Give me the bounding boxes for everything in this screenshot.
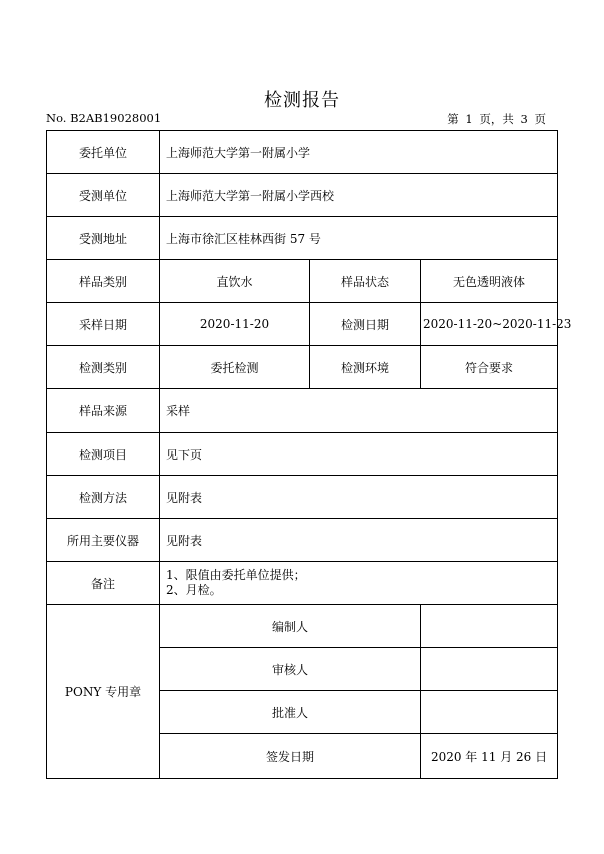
compiler-signature: [421, 605, 558, 648]
sample-state-label: 样品状态: [310, 260, 421, 303]
row-test-type: [47, 346, 558, 389]
client-value: 上海师范大学第一附属小学: [160, 131, 558, 174]
reviewer-label: 审核人: [160, 648, 421, 691]
row-compiler: [47, 605, 558, 648]
test-date-label: 检测日期: [310, 303, 421, 346]
test-items-label: 检测项目: [47, 433, 160, 476]
test-date-value: 2020-11-20~2020-11-23: [421, 303, 558, 346]
issue-date-label: 签发日期: [160, 734, 421, 779]
compiler-label: 编制人: [160, 605, 421, 648]
test-environment-value: 符合要求: [421, 346, 558, 389]
sample-type-label: 样品类别: [47, 260, 160, 303]
test-type-label: 检测类别: [47, 346, 160, 389]
reviewer-signature: [421, 648, 558, 691]
sample-state-value: 无色透明液体: [421, 260, 558, 303]
report-title: 检测报告: [264, 90, 340, 111]
instruments-label: 所用主要仪器: [47, 519, 160, 562]
inspected-unit-label: 受测单位: [47, 174, 160, 217]
row-client: [47, 131, 558, 174]
row-dates: [47, 303, 558, 346]
seal-area: [47, 605, 160, 779]
remarks-label: 备注: [47, 562, 160, 605]
report-number: No. B2AB19028001: [46, 111, 162, 125]
sample-source-label: 样品来源: [47, 389, 160, 433]
client-label: 委托单位: [47, 131, 160, 174]
sample-source-value: 采样: [160, 389, 558, 433]
approver-label: 批准人: [160, 691, 421, 734]
page-info: 第 1 页，共 3 页: [447, 112, 546, 126]
row-address: [47, 217, 558, 260]
test-method-value: 见附表: [160, 476, 558, 519]
address-value: 上海市徐汇区桂林西街 57 号: [160, 217, 558, 260]
row-instruments: [47, 519, 558, 562]
approver-signature: [421, 691, 558, 734]
test-method-label: 检测方法: [47, 476, 160, 519]
instruments-value: 见附表: [160, 519, 558, 562]
remark-line-2: 2、月检。: [166, 583, 222, 597]
remarks-value: [160, 562, 558, 605]
test-items-value: 见下页: [160, 433, 558, 476]
address-label: 受测地址: [47, 217, 160, 260]
issue-date-value: 2020 年 11 月 26 日: [421, 734, 558, 779]
row-inspected-unit: [47, 174, 558, 217]
test-type-value: 委托检测: [160, 346, 310, 389]
row-sample-source: [47, 389, 558, 433]
remark-line-1: 1、限值由委托单位提供；: [166, 568, 306, 582]
row-test-items: [47, 433, 558, 476]
seal-text: PONY 专用章: [64, 685, 142, 699]
sampling-date-value: 2020-11-20: [160, 303, 310, 346]
report-table: [46, 130, 572, 779]
test-environment-label: 检测环境: [310, 346, 421, 389]
sampling-date-label: 采样日期: [47, 303, 160, 346]
row-test-method: [47, 476, 558, 519]
inspected-unit-value: 上海师范大学第一附属小学西校: [160, 174, 558, 217]
sample-type-value: 直饮水: [160, 260, 310, 303]
row-sample-type: [47, 260, 558, 303]
row-remarks: [47, 562, 558, 605]
